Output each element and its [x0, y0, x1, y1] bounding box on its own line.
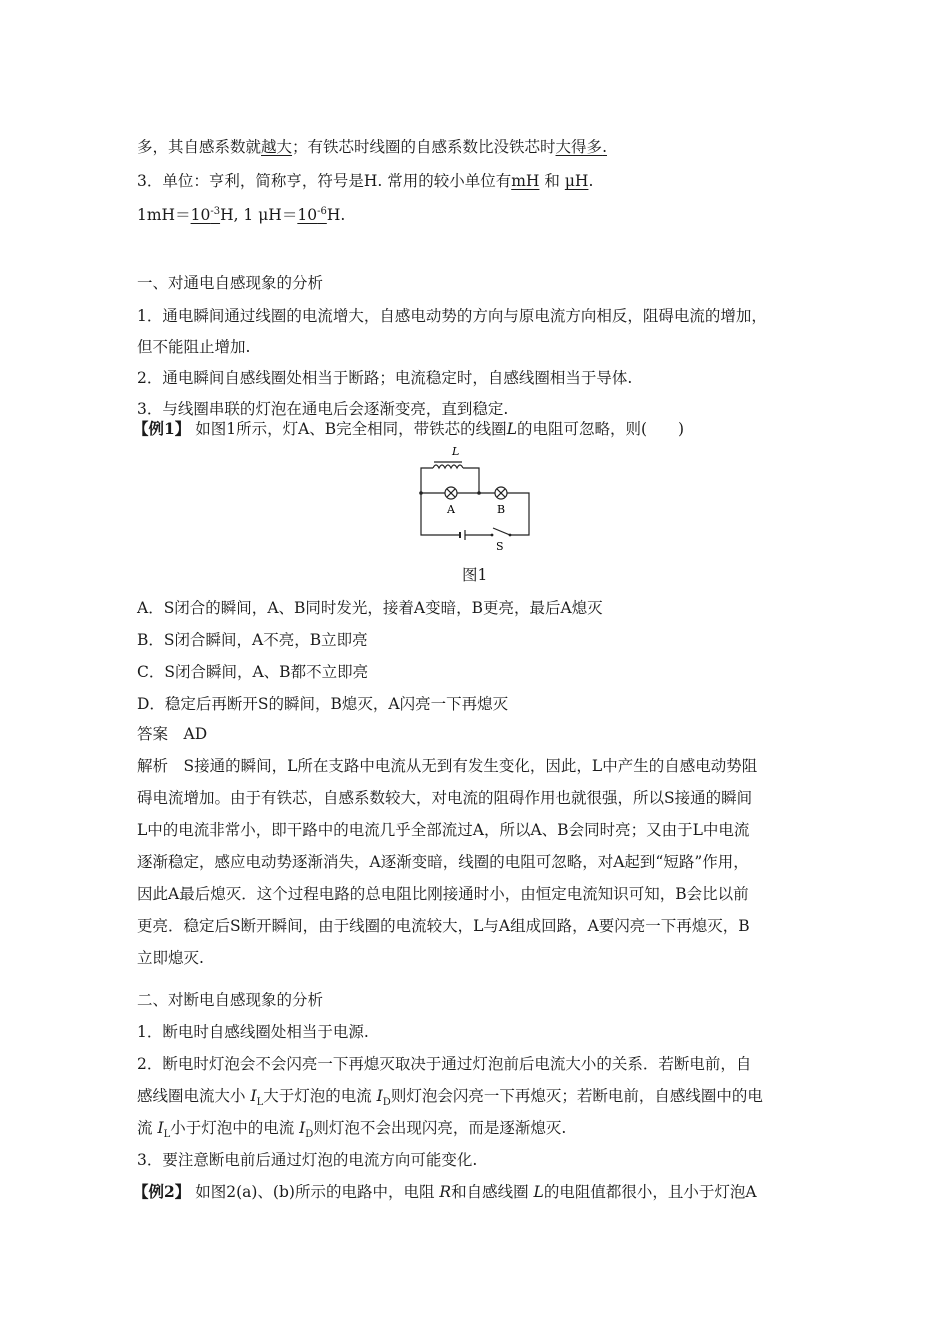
lamp-a-cross [447, 489, 455, 497]
answer: 答案 AD [137, 725, 208, 743]
text: . [588, 172, 594, 190]
intro-line-3 [137, 204, 345, 226]
label-a: A [447, 503, 455, 516]
text: 和自感线圈 [451, 1183, 529, 1201]
variable: L [506, 420, 517, 438]
text: 则灯泡会闪亮一下再熄灭；若断电前，自感线圈中的电 [390, 1087, 763, 1105]
intro-line-1 [137, 136, 607, 158]
underlined-answer: mH [511, 172, 540, 190]
text: 1mH＝ [137, 206, 191, 224]
label-s: S [496, 540, 504, 553]
paragraph [137, 1117, 566, 1139]
text: 10 [297, 206, 318, 224]
text: 的电阻可忽略，则( ) [516, 420, 685, 438]
analysis-line: 解析 S接通的瞬间，L所在支路中电流从无到有发生变化，因此，L中产生的自感电动势阻 [137, 757, 758, 775]
example-1-stem [133, 418, 684, 440]
text: 小于灯泡中的电流 [170, 1119, 295, 1137]
variable: R [439, 1183, 452, 1201]
paragraph [137, 1085, 763, 1107]
text: ；有铁芯时线圈的自感系数比没铁芯时 [292, 138, 556, 156]
text: 则灯泡不会出现闪亮，而是逐渐熄灭. [313, 1119, 567, 1137]
paragraph: 2．断电时灯泡会不会闪亮一下再熄灭取决于通过灯泡前后电流大小的关系．若断电前，自 [137, 1055, 752, 1073]
text: 10 [190, 206, 211, 224]
wire [463, 468, 479, 493]
variable: I [250, 1087, 257, 1105]
subscript: L [256, 1097, 264, 1109]
figure-caption: 图1 [462, 566, 488, 584]
example-tag: 【例1】 [133, 419, 191, 438]
option-c: C．S闭合瞬间，A、B都不立即亮 [137, 663, 369, 681]
paragraph: 1．通电瞬间通过线圈的电流增大，自感电动势的方向与原电流方向相反，阻碍电流的增加， [137, 307, 767, 325]
text: 3．单位：亨利，简称亨，符号是H. 常用的较小单位有 [137, 172, 512, 190]
paragraph: 2．通电瞬间自感线圈处相当于断路；电流稳定时，自感线圈相当于导体. [137, 369, 633, 387]
subscript: D [382, 1097, 391, 1109]
circuit-diagram [415, 443, 535, 555]
paragraph: 3．与线圈串联的灯泡在通电后会逐渐变亮，直到稳定. [137, 400, 509, 418]
inductor-coil [433, 465, 463, 468]
wire [507, 493, 529, 535]
text: 多，其自感系数就 [137, 138, 262, 156]
intro-line-2 [137, 170, 593, 192]
variable: L [533, 1183, 544, 1201]
label-b: B [497, 503, 506, 516]
underlined-answer [191, 206, 220, 224]
text: H. [326, 206, 346, 224]
text: 大于灯泡的电流 [263, 1087, 372, 1105]
analysis-line: 因此A最后熄灭．这个过程电路的总电阻比刚接通时小，由恒定电流知识可知，B会比以前 [137, 885, 749, 903]
variable: I [157, 1119, 164, 1137]
section-heading: 一、对通电自感现象的分析 [137, 274, 324, 292]
text: 如图1所示，灯A、B完全相同，带铁芯的线圈 [195, 420, 507, 438]
exponent: -3 [210, 205, 221, 217]
paragraph: 1．断电时自感线圈处相当于电源. [137, 1023, 369, 1041]
analysis-line: 碍电流增加。由于有铁芯，自感系数较大，对电流的阻碍作用也就很强，所以S接通的瞬间 [137, 789, 753, 807]
subscript: D [305, 1129, 314, 1141]
example-2-stem [133, 1181, 757, 1203]
switch-contact [509, 534, 512, 537]
text: 的电阻值都很小，且小于灯泡A [543, 1183, 757, 1201]
option-b: B．S闭合瞬间，A不亮，B立即亮 [137, 631, 368, 649]
paragraph: 3．要注意断电前后通过灯泡的电流方向可能变化. [137, 1151, 478, 1169]
option-d: D．稳定后再断开S的瞬间，B熄灭，A闪亮一下再熄灭 [137, 695, 509, 713]
text: 感线圈电流大小 [137, 1087, 246, 1105]
underlined-answer: μH [564, 172, 589, 190]
wire [421, 468, 433, 493]
option-a: A．S闭合的瞬间，A、B同时发光，接着A变暗，B更亮，最后A熄灭 [137, 599, 603, 617]
switch-blade [493, 528, 510, 535]
underlined-answer [297, 206, 326, 224]
subscript: L [163, 1129, 171, 1141]
variable: I [376, 1087, 383, 1105]
lamp-b-cross [497, 489, 505, 497]
underlined-answer: 越大 [261, 138, 293, 156]
junction [419, 491, 423, 495]
text: H, 1 μH＝ [220, 206, 298, 224]
underlined-answer: 大得多 [555, 138, 603, 156]
example-tag: 【例2】 [133, 1182, 191, 1201]
analysis-line: 更亮．稳定后S断开瞬间，由于线圈的电流较大，L与A组成回路，A要闪亮一下再熄灭，B [137, 917, 750, 935]
switch-contact [491, 534, 494, 537]
text: . [602, 138, 607, 156]
junction [477, 491, 481, 495]
analysis-line: L中的电流非常小，即干路中的电流几乎全部流过A，所以A、B会同时亮；又由于L中电流 [137, 821, 750, 839]
exponent: -6 [317, 205, 327, 217]
paragraph: 但不能阻止增加. [137, 338, 251, 356]
text: 流 [137, 1119, 153, 1137]
text: 如图2(a)、(b)所示的电路中，电阻 [195, 1183, 435, 1201]
label-l: L [452, 445, 460, 458]
analysis-line: 逐渐稳定，感应电动势逐渐消失，A逐渐变暗，线圈的电阻可忽略，对A起到“短路”作用， [137, 853, 749, 871]
section-heading: 二、对断电自感现象的分析 [137, 991, 324, 1009]
text: 和 [544, 172, 560, 190]
variable: I [299, 1119, 306, 1137]
analysis-line: 立即熄灭. [137, 949, 204, 967]
